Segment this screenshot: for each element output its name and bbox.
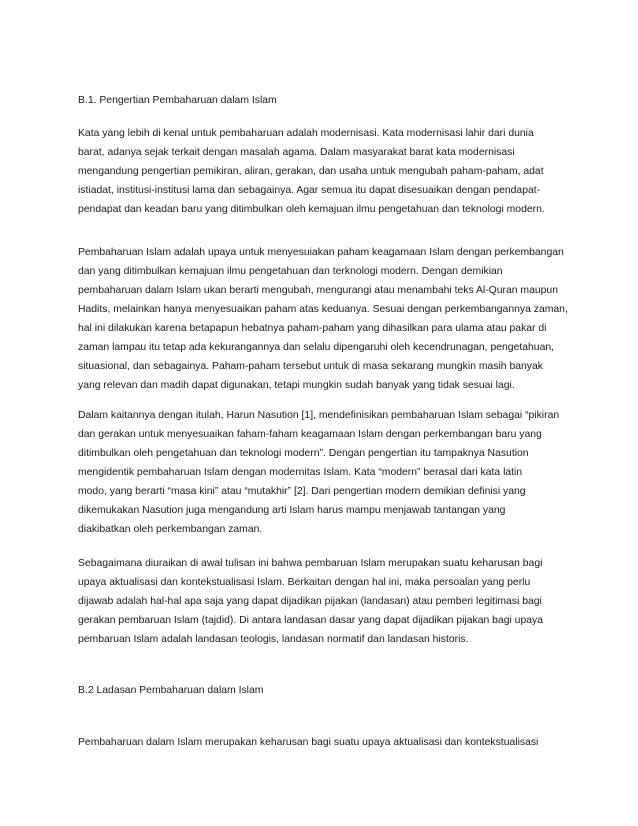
heading-text: B.2 Ladasan Pembaharuan dalam Islam <box>78 685 264 696</box>
paragraph-line: istiadat, institusi-institusi lama dan sebagainya. Agar semua itu dapat disesuaikan dengan pendapat- <box>78 185 541 196</box>
paragraph-line: situasional, dan sebagainya. Paham-paham tersebut untuk di masa sekarang mungkin masih banyak <box>78 361 543 372</box>
paragraph-2 <box>78 243 568 395</box>
paragraph-line: modo, yang berarti “masa kini” atau “mutakhir” [2]. Dari pengertian modern demikian definisi yang <box>78 486 526 497</box>
paragraph-line: barat, adanya sejak terkait dengan masalah agama. Dalam masyarakat barat kata modernisasi <box>78 147 515 158</box>
paragraph-line: gerakan pembaruan Islam (tajdid). Di antara landasan dasar yang dapat dijadikan pijakan bagi upaya <box>78 615 543 626</box>
paragraph-1 <box>78 124 568 219</box>
paragraph-line: zaman lampau itu tetap ada kekurangannya dan selalu dipengaruhi oleh kecendrunagan, pengetahuan, <box>78 342 555 353</box>
paragraph-line: dijawab adalah hal-hal apa saja yang dapat dijadikan pijakan (landasan) atau pemberi legitimasi bagi <box>78 596 542 607</box>
paragraph-line: upaya aktualisasi dan kontekstualisasi Islam. Berkaitan dengan hal ini, maka persoalan yang perlu <box>78 577 531 588</box>
paragraph-line: pembaruan Islam adalah landasan teologis, landasan normatif dan landasan historis. <box>78 634 469 645</box>
paragraph-line: Sebagaimana diuraikan di awal tulisan ini bahwa pembaruan Islam merupakan suatu keharusan bagi <box>78 558 543 569</box>
paragraph-line: dikemukakan Nasution juga mengandung arti Islam harus mampu menjawab tantangan yang <box>78 505 506 516</box>
paragraph-line: Kata yang lebih di kenal untuk pembaharuan adalah modernisasi. Kata modernisasi lahir dari dunia <box>78 128 534 139</box>
paragraph-line: mengidentik pembaharuan Islam dengan modernitas Islam. Kata “modern” berasal dari kata latin <box>78 467 523 478</box>
paragraph-line: pembaharuan dalam Islam ukan berarti mengubah, mengurangi atau menambahi teks Al-Quran maupun <box>78 285 558 296</box>
paragraph-line: Pembaharuan Islam adalah upaya untuk menyesuiakan paham keagamaan Islam dengan perkembangan <box>78 247 564 258</box>
paragraph-3 <box>78 406 568 539</box>
paragraph-line: Pembaharuan dalam Islam merupakan keharusan bagi suatu upaya aktualisasi dan kontekstualisasi <box>78 737 539 748</box>
heading-text: B.1. Pengertian Pembaharuan dalam Islam <box>78 95 277 106</box>
paragraph-line: Hadits, melainkan hanya menyesuaikan paham atas keduanya. Sesuai dengan perkembangannya zaman, <box>78 304 568 315</box>
paragraph-line: pendapat dan keadan baru yang ditimbulkan oleh kemajuan ilmu pengetahuan dan teknologi modern. <box>78 204 545 215</box>
paragraph-line: dan gerakan untuk menyesuaikan faham-faham keagamaan Islam dengan perkembangan baru yang <box>78 429 542 440</box>
section-b1-heading <box>78 94 568 108</box>
paragraph-4 <box>78 554 568 649</box>
paragraph-line: yang relevan dan madih dapat digunakan, tetapi mungkin sudah banyak yang tidak sesuai lagi. <box>78 380 515 391</box>
section-b2-heading <box>78 684 568 698</box>
paragraph-5 <box>78 733 568 752</box>
paragraph-line: mengandung pengertian pemikiran, aliran, gerakan, dan usaha untuk mengubah paham-paham, adat <box>78 166 544 177</box>
paragraph-line: Dalam kaitannya dengan itulah, Harun Nasution [1], mendefinisikan pembaharuan Islam sebagai “pikiran <box>78 410 560 421</box>
paragraph-line: ditimbulkan oleh pengetahuan dan teknologi modern”. Dengan pengertian itu tampaknya Nasution <box>78 448 529 459</box>
paragraph-line: dan yang ditimbulkan kemajuan ilmu pengetahuan dan terknologi modern. Dengan demikian <box>78 266 503 277</box>
paragraph-line: diakibatkan oleh perkembangan zaman. <box>78 524 263 535</box>
paragraph-line: hal ini dilakukan karena betapapun hebatnya paham-paham yang dihasilkan para ulama atau pakar di <box>78 323 547 334</box>
